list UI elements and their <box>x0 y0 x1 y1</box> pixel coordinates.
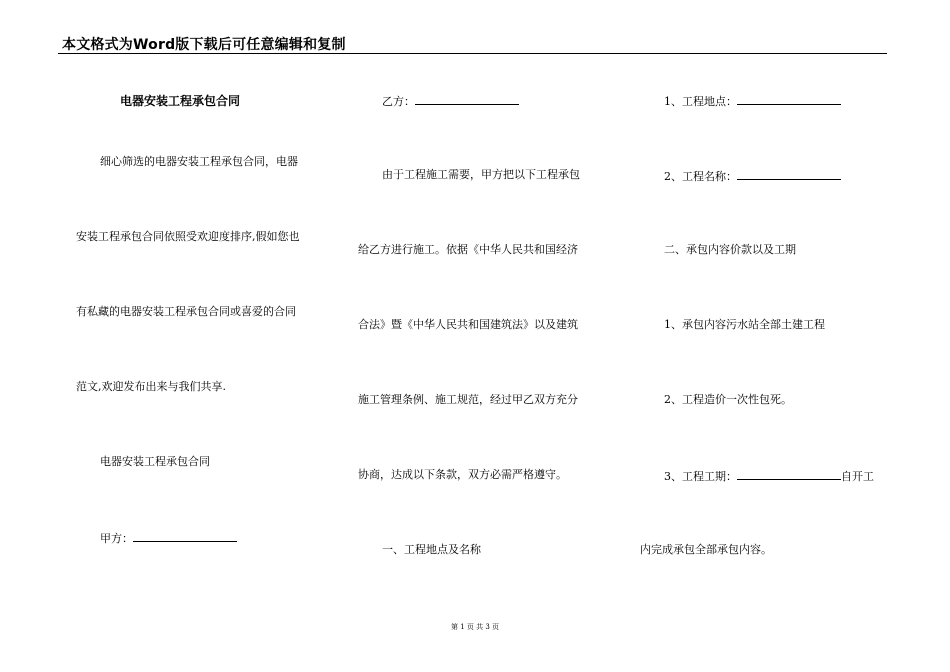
duration-label: 3、工程工期： <box>664 470 737 483</box>
project-location-blank <box>737 93 841 105</box>
party-a-line <box>100 530 237 546</box>
project-location-label: 1、工程地点： <box>664 95 737 108</box>
body-line-2: 给乙方进行施工。依据《中华人民共和国经济 <box>358 243 578 256</box>
body-line-3: 合法》暨《中华人民共和国建筑法》以及建筑 <box>358 318 578 331</box>
section-heading-2: 二、承包内容价款以及工期 <box>664 243 796 256</box>
party-b-label: 乙方： <box>382 95 415 108</box>
party-b-line <box>382 93 519 109</box>
party-a-blank <box>133 530 237 542</box>
project-name-label: 2、工程名称： <box>664 170 737 183</box>
document-header: 本文格式为Word版下载后可任意编辑和复制 <box>62 37 346 53</box>
price-line: 2、工程造价一次性包死。 <box>664 393 792 406</box>
contract-subtitle: 电器安装工程承包合同 <box>100 455 210 468</box>
intro-line-4: 范文,欢迎发布出来与我们共享. <box>76 380 226 393</box>
project-location-line <box>664 93 841 109</box>
body-line-4: 施工管理条例、施工规范，经过甲乙双方充分 <box>358 393 578 406</box>
page-number: 第 1 页 共 3 页 <box>450 623 500 631</box>
scope-line: 1、承包内容污水站全部土建工程 <box>664 318 825 331</box>
party-b-blank <box>415 93 519 105</box>
intro-line-2: 安装工程承包合同依照受欢迎度排序,假如您也 <box>76 230 300 243</box>
duration-line <box>664 468 874 484</box>
body-line-5: 协商，达成以下条款，双方必需严格遵守。 <box>358 468 567 481</box>
section-heading-1: 一、工程地点及名称 <box>382 543 481 556</box>
party-a-label: 甲方： <box>100 532 133 545</box>
header-divider <box>58 53 887 54</box>
completion-line: 内完成承包全部承包内容。 <box>640 543 772 556</box>
intro-line-3: 有私藏的电器安装工程承包合同或喜爱的合同 <box>76 305 296 318</box>
contract-title: 电器安装工程承包合同 <box>120 94 241 108</box>
duration-suffix: 自开工 <box>841 470 874 483</box>
project-name-line <box>664 168 841 184</box>
intro-line-1: 细心筛选的电器安装工程承包合同，电器 <box>100 155 298 168</box>
duration-blank <box>737 468 841 480</box>
project-name-blank <box>737 168 841 180</box>
body-line-1: 由于工程施工需要，甲方把以下工程承包 <box>382 168 580 181</box>
